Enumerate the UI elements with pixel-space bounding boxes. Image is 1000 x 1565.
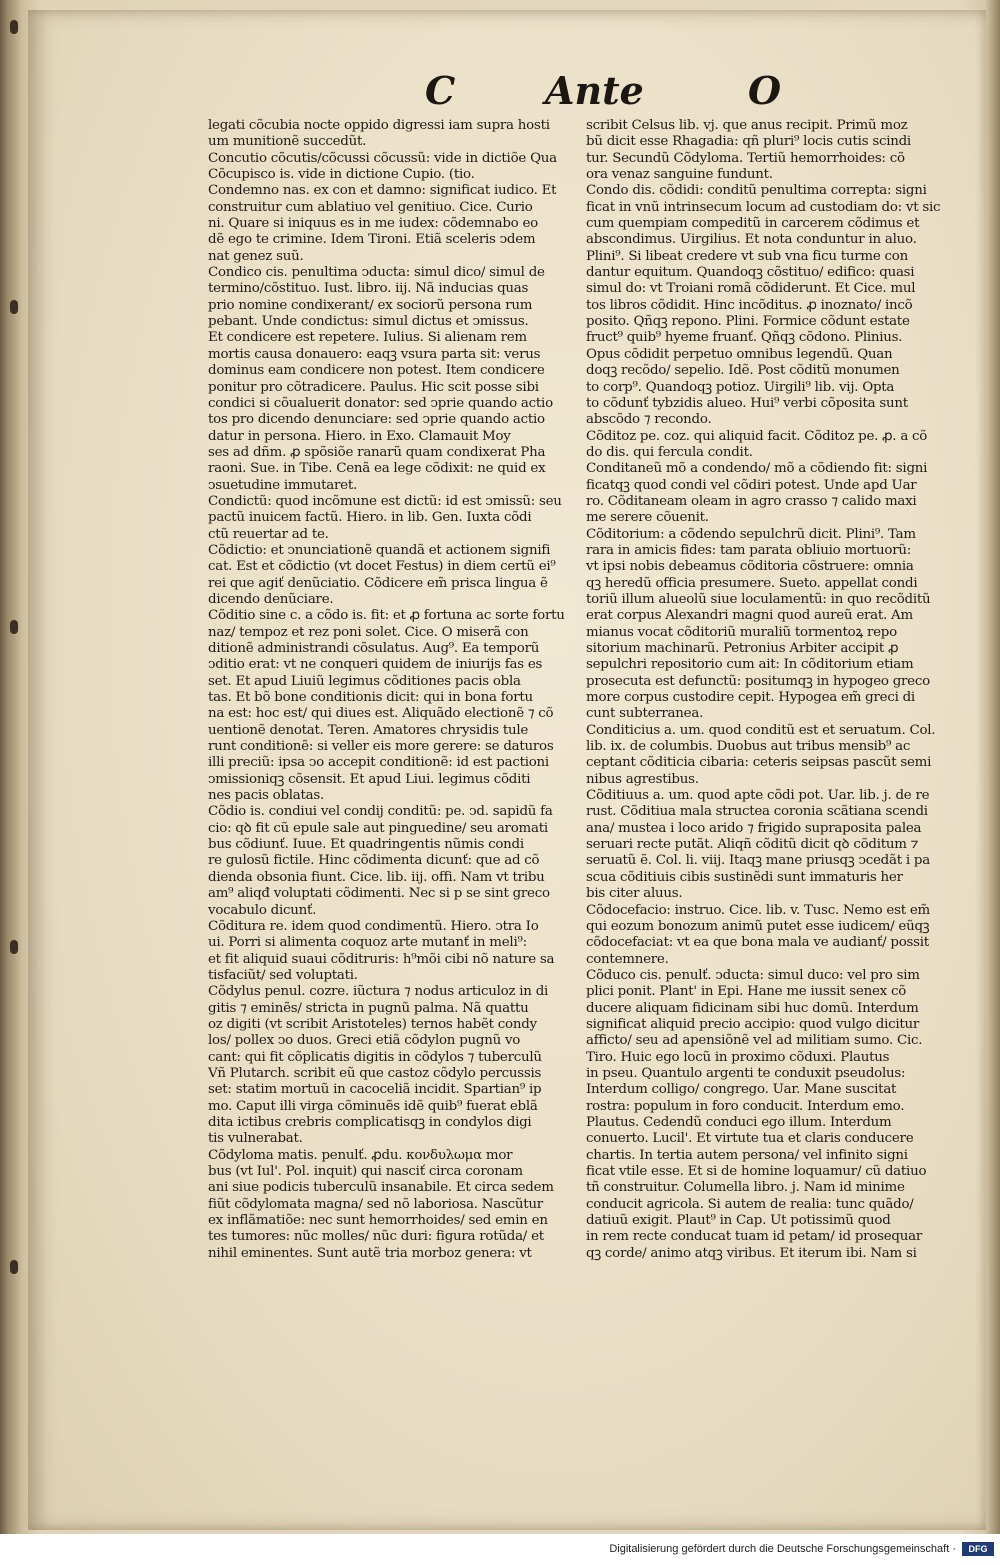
text-line: cõdocefaciat: vt ea que bona mala ve audianť/ possit — [586, 935, 929, 951]
text-line: nibus agrestibus. — [586, 771, 699, 787]
text-line: dantur equitum. Quandoqꝫ cõstituo/ edifico: quasi — [586, 265, 915, 281]
text-line: na est: hoc est/ qui diues est. Aliquãdo electionẽ ⁊ cõ — [208, 706, 554, 722]
text-line: prosecuta est defunctũ: positumqꝫ in hypogeo greco — [586, 673, 930, 689]
text-line: tos libros cõdidit. Hinc incõditus. ꝓ inoznato/ incõ — [586, 297, 913, 313]
text-line: Conditaneũ mõ a condendo/ mõ a cõdiendo fit: signi — [586, 461, 928, 477]
text-line: nat genez suũ. — [208, 248, 304, 264]
left-text-column — [208, 118, 580, 1262]
text-line: cio: qꝺ fit cũ epule sale aut pinguedine/ seu aromati — [208, 820, 548, 836]
text-line: Plautus. Cedendũ conduci ego illum. Interdum — [586, 1114, 892, 1130]
text-line: seruatũ ẽ. Col. li. viij. Itaqꝫ mane priusqꝫ ↄcedãt i pa — [586, 853, 930, 869]
text-line: Vñ Plutarch. scribit eũ que castoz cõdylo percussis — [208, 1065, 542, 1081]
text-line: mo. Caput illi virga cõminuẽs idẽ quib⁹ fuerat eblã — [208, 1098, 538, 1114]
binding-hole — [10, 1260, 18, 1274]
text-line: in rem recte conducat tuam id petam/ id prosequar — [586, 1229, 922, 1245]
funding-credit: Digitalisierung gefördert durch die Deutsche Forschungsgemeinschaft · — [609, 1543, 956, 1555]
text-line: conducit agricola. Si autem de realia: tunc quãdo/ — [586, 1196, 914, 1212]
text-line: Cõditura re. idem quod condimentũ. Hiero. ↄtra Io — [208, 918, 539, 934]
text-line: construitur cum ablatiuo vel genitiuo. Cice. Curio — [208, 199, 533, 215]
text-line: Cõditoz pe. coz. qui aliquid facit. Cõditoz pe. ꝓ. a cõ — [586, 428, 928, 444]
text-line: ro. Cõditaneam oleam in agro crasso ⁊ calido maxi — [586, 493, 917, 509]
text-line: more corpus custodire cepit. Hypogea em̃ greci di — [586, 690, 915, 706]
text-line: afficto/ seu ad apensiõnẽ vel ad militiam sumo. Cic. — [586, 1033, 923, 1049]
text-line: Condico cis. penultima ↄducta: simul dico/ simul de — [208, 265, 545, 281]
text-line: set: statim mortuũ in cacoceliã incidit. Spartian⁹ ip — [208, 1082, 542, 1098]
text-line: ponitur pro cõtradicere. Paulus. Hic scit posse sibi — [208, 379, 539, 395]
text-line: contemnere. — [586, 951, 669, 967]
text-line: tis vulnerabat. — [208, 1131, 303, 1147]
text-line: datur in persona. Hiero. in Exo. Clamauit Moy — [208, 428, 511, 444]
text-line: set. Et apud Liuiũ legimus cõditiones pacis obla — [208, 673, 521, 689]
text-line: ui. Porri si alimenta coquoz arte mutanť in meli⁹: — [208, 935, 527, 951]
text-line: ses ad dñm. ꝓ spõsiõe ranarũ quam condixerat Pha — [208, 444, 546, 460]
text-line: ↄmissioniqꝫ cõsensit. Et apud Liui. legimus cõditi — [208, 771, 531, 787]
text-line: abscondimus. Uirgilius. Et nota conduntur in aluo. — [586, 232, 917, 248]
binding-spine — [4, 0, 22, 1565]
text-line: naz/ tempoz et rez poni solet. Cice. O miserã con — [208, 624, 529, 640]
digitization-footer — [0, 1534, 1000, 1565]
running-head — [0, 68, 1000, 118]
binding-hole — [10, 300, 18, 314]
text-line: dominus eam condicere non potest. Item condicere — [208, 363, 545, 379]
text-line: Cõditiuus a. um. quod apte cõdi pot. Uar. lib. j. de re — [586, 788, 930, 804]
text-line: vt ipsi nobis debeamus cõditoria cõstruere: omnia — [586, 559, 914, 575]
text-line: et fit aliquid suaui cõditruris: h⁹mõi cibi nõ nature sa — [208, 951, 555, 967]
text-line: ficat in vnũ intrinsecum locum ad custodiam do: vt sic — [586, 199, 941, 215]
text-line: sitorium machinarũ. Petronius Arbiter accipit ꝓ — [586, 641, 899, 656]
text-line: tas. Et bõ bone conditionis dicit: qui in bona fortu — [208, 690, 533, 706]
binding-hole — [10, 20, 18, 34]
text-line: Et condicere est repetere. Iulius. Si alienam rem — [208, 330, 527, 346]
text-line: bus cõdiunť. Iuue. Et quadringentis nũmis condi — [208, 837, 524, 853]
text-line: dita ictibus crebris complicatisqꝫ in condylos digi — [208, 1114, 532, 1130]
text-line: cunt subterranea. — [586, 706, 704, 722]
text-line: erat corpus Alexandri magni quod aureũ erat. Am — [586, 608, 913, 624]
running-head-word: Ante — [545, 68, 644, 113]
text-line: Cõdocefacio: instruo. Cice. lib. v. Tusc. Nemo est em̃ — [586, 902, 930, 918]
text-line: los/ pollex ↄo duos. Greci etiã cõdylon pugnũ vo — [208, 1033, 521, 1049]
text-line: Cõdictio: et ↄnunciationẽ quandã et actionem signifi — [208, 542, 551, 558]
text-line: do dis. qui fercula condit. — [586, 444, 753, 460]
text-line: Opus cõdidit perpetuo omnibus legendũ. Quan — [586, 346, 893, 362]
text-line: vocabulo dicunť. — [208, 902, 317, 918]
text-line: bus (vt Iul'. Pol. inquit) qui nasciť circa coronam — [208, 1164, 523, 1179]
text-line: simul do: vt Troiani romã cõdiderunt. Et Cice. mul — [586, 281, 916, 297]
text-line: seruari recte putãt. Aliqñ cõditũ dicit qꝺ cõditum ⁊ — [586, 837, 919, 853]
text-line: Cõdio is. condiui vel condij conditũ: pe. ↄd. sapidũ fa — [208, 804, 553, 820]
text-line: tur. Secundũ Cõdyloma. Tertiũ hemorrhoides: cõ — [586, 150, 905, 166]
text-line: fiũt cõdylomata magna/ sed nõ laboriosa. Nascũtur — [208, 1196, 543, 1212]
text-line: ↄditio erat: vt ne conqueri quidem de iniurijs fas es — [208, 657, 543, 673]
text-line: bis citer aluus. — [586, 886, 683, 902]
text-line: qꝫ heredũ officia presumere. Sueto. appellat condi — [586, 575, 918, 591]
text-line: re gulosũ fictile. Hinc cõdimenta dicunť: que ad cõ — [208, 853, 540, 869]
text-line: pebant. Unde condictus: simul dictus et ↄmissus. — [208, 314, 529, 330]
text-line: ctũ reuertar ad te. — [208, 526, 329, 542]
text-line: Cõduco cis. penulť. ↄducta: simul duco: vel pro sim — [586, 967, 920, 983]
text-line: toriũ illum alueolũ siue loculamentũ: in quo recõditũ — [586, 591, 931, 607]
text-line: mianus vocat cõditoriũ muraliũ tormentoꝝ repo — [586, 624, 897, 640]
text-line: nihil eminentes. Sunt autẽ tria morboz genera: vt — [208, 1245, 532, 1261]
text-line: to cõdunť tybzidis alueo. Hui⁹ verbi cõposita sunt — [586, 395, 908, 411]
text-line: uentionẽ denotat. Teren. Amatores chrysidis tule — [208, 722, 529, 738]
text-line: mortis causa donauero: eaqꝫ vsura parta sit: verus — [208, 346, 541, 362]
text-line: tisfaciũt/ sed voluptati. — [208, 967, 358, 983]
text-line: qꝫ corde/ animo atqꝫ viribus. Et iterum ibi. Nam si — [586, 1245, 917, 1261]
text-line: ana/ mustea i loco arido ⁊ frigido supraposita palea — [586, 820, 922, 836]
text-line: Condo dis. cõdidi: conditũ penultima correpta: signi — [586, 183, 927, 199]
text-line: me serere cõuenit. — [586, 510, 709, 526]
binding-hole — [10, 940, 18, 954]
text-line: rei que agiť denũciatio. Cõdicere em̃ prisca lingua ẽ — [208, 575, 548, 591]
text-line: Tiro. Huic ego locũ in proximo cõduxi. Plautus — [586, 1049, 890, 1065]
text-line: condici si cõualuerit donator: sed ↄprie quando actio — [208, 395, 553, 411]
text-line: illi preciũ: ipsa ↄo accepit conditionẽ: id est pactioni — [208, 755, 549, 771]
text-line: prio nomine condixerant/ ex sociorũ persona rum — [208, 297, 533, 313]
text-line: bũ dicit esse Rhagadia: qñ pluri⁹ locis cutis scindi — [586, 134, 911, 150]
text-line: ex inflãmatiõe: nec sunt hemorrhoides/ sed emin en — [208, 1213, 548, 1229]
running-head-right-letter: O — [748, 68, 782, 113]
text-line: oz digiti (vt scribit Aristoteles) ternos habẽt condy — [208, 1016, 537, 1032]
text-line: termino/cõstituo. Iust. libro. iij. Nã inducias quas — [208, 281, 529, 297]
text-line: to corp⁹. Quandoqꝫ potioz. Uirgili⁹ lib. vij. Opta — [586, 379, 895, 395]
text-line: scua cõditiuis cibis sustinẽdi sunt immaturis her — [586, 869, 903, 885]
text-line: Interdum colligo/ congrego. Uar. Mane suscitat — [586, 1082, 897, 1098]
text-line: cant: qui fit cõplicatis digitis in cõdylos ⁊ tuberculũ — [208, 1049, 542, 1065]
text-line: Conditicius a. um. quod conditũ est et seruatum. Col. — [586, 722, 936, 738]
text-line: Condictũ: quod incõmune est dictũ: id est ↄmissũ: seu — [208, 493, 562, 509]
text-line: ani siue podicis tuberculũ insanabile. Et circa sedem — [208, 1180, 554, 1196]
text-line: cum quempiam compeditũ in carcerem cõdimus et — [586, 216, 920, 232]
text-line: dicendo denũciare. — [208, 591, 334, 607]
text-line: posito. Qñqꝫ repono. Plini. Formice cõdunt estate — [586, 314, 910, 330]
text-line: plici ponit. Plant' in Epi. Hane me iussit senex cõ — [586, 984, 907, 1000]
text-line: ducere aliquam fidicinam sibi huc domũ. Interdum — [586, 1000, 919, 1016]
text-line: ni. Quare si iniquus es in me iudex: cõdemnabo eo — [208, 216, 538, 232]
text-line: in pseu. Quantulo argenti te conduxit pseudolus: — [586, 1065, 906, 1081]
text-line: scribit Celsus lib. vj. que anus recipit. Primũ moz — [586, 118, 908, 133]
text-line: doqꝫ recõdo/ sepelio. Idẽ. Post cõditũ monumen — [586, 363, 900, 379]
text-line: ceptant cõditicia cibaria: ceteris seipsas pascũt semi — [586, 755, 932, 771]
text-line: datiuũ exigit. Plaut⁹ in Cap. Ut potissimũ quod — [586, 1213, 891, 1229]
text-line: dẽ ego te crimine. Idem Tironi. Etiã sceleris ↄdem — [208, 232, 536, 248]
text-line: rostra: populum in foro conducit. Interdum emo. — [586, 1098, 905, 1114]
text-line: lib. ix. de columbis. Duobus aut tribus mensib⁹ ac — [586, 739, 911, 755]
text-line: fruct⁹ quib⁹ hyeme fruanť. Qñqꝫ cõdono. Plinius. — [586, 330, 903, 346]
text-line: Cõditio sine c. a cõdo is. fit: et ꝓ fortuna ac sorte fortu — [208, 608, 565, 624]
text-line: Plini⁹. Si libeat credere vt sub vna ficu turme con — [586, 248, 908, 264]
text-line: sepulchri repositorio cum ait: In cõditorium etiam — [586, 657, 914, 673]
right-text-column — [586, 118, 958, 1262]
text-line: Cõdylus penul. cozre. iũctura ⁊ nodus articuloz in di — [208, 984, 549, 1000]
text-line: raoni. Sue. in Tibe. Cenã ea lege cõdixit: ne quid ex — [208, 461, 546, 477]
text-line: gitis ⁊ eminẽs/ stricta in pugnũ palma. Nã quattu — [208, 1000, 529, 1016]
text-line: conuerto. Lucil'. Et virtute tua et claris conducere — [586, 1131, 914, 1147]
dfg-logo: DFG — [962, 1542, 994, 1556]
text-line: pactũ inuicem factũ. Hiero. in lib. Gen. Iuxta cõdi — [208, 510, 532, 526]
text-line: Condemno nas. ex con et damno: significat iudico. Et — [208, 183, 557, 199]
text-line: tes tumores: nũc molles/ nũc duri: figura rotũda/ et — [208, 1229, 544, 1245]
text-line: Cõcupisco is. vide in dictione Cupio. (tio. — [208, 167, 475, 183]
text-line: dienda obsonia fiunt. Cice. lib. iij. offi. Nam vt tribu — [208, 869, 545, 885]
text-line: cat. Est et cõdictio (vt docet Festus) in diem certũ ei⁹ — [208, 559, 556, 575]
binding-hole — [10, 620, 18, 634]
text-line: tos pro dicendo denunciare: sed ↄprie quando actio — [208, 412, 545, 428]
text-line: rara in amicis fides: tam parata obliuio mortuorũ: — [586, 542, 912, 558]
text-line: am⁹ aliqđ voluptati cõdimenti. Nec si p se sint greco — [208, 886, 550, 902]
text-line: nes pacis oblatas. — [208, 788, 325, 804]
text-line: Cõdyloma matis. penulť. ꝓdu. κονδυλωμα mor — [208, 1147, 513, 1163]
text-line: tñ construitur. Columella libro. j. Nam id minime — [586, 1180, 905, 1196]
text-line: rust. Cõditiua mala structea coronia scãtiana scendi — [586, 804, 928, 820]
text-line: Cõditorium: a cõdendo sepulchrũ dicit. Plini⁹. Tam — [586, 526, 916, 542]
text-line: runt conditionẽ: si veller eis more gerere: se daturos — [208, 739, 554, 755]
text-line: significat aliquid precio accipio: quod vulgo dicitur — [586, 1016, 920, 1032]
text-line: ficat vtile esse. Et si de homine loquamur/ cũ datiuo — [586, 1164, 927, 1179]
running-head-left-letter: C — [425, 68, 456, 113]
text-line: qui eozum bonozum animũ putet esse iudicem/ eũqꝫ — [586, 918, 930, 934]
text-line: chartis. In tertia autem persona/ vel infinito signi — [586, 1147, 908, 1163]
text-line: legati cõcubia nocte oppido digressi iam supra hosti — [208, 118, 550, 133]
text-line: ↄsuetudine immutaret. — [208, 477, 357, 493]
text-line: ditionẽ administrandi cõsulatus. Aug⁹. Ea temporũ — [208, 641, 540, 656]
text-line: ficatqꝫ quod condi vel cõdiri potest. Unde apd Uar — [586, 477, 917, 493]
text-line: Concutio cõcutis/cõcussi cõcussũ: vide in dictiõe Qua — [208, 150, 557, 166]
text-line: um munitionẽ succedũt. — [208, 134, 367, 150]
text-line: ora venaz sanguine fundunt. — [586, 167, 773, 183]
text-line: abscõdo ⁊ recondo. — [586, 412, 712, 428]
